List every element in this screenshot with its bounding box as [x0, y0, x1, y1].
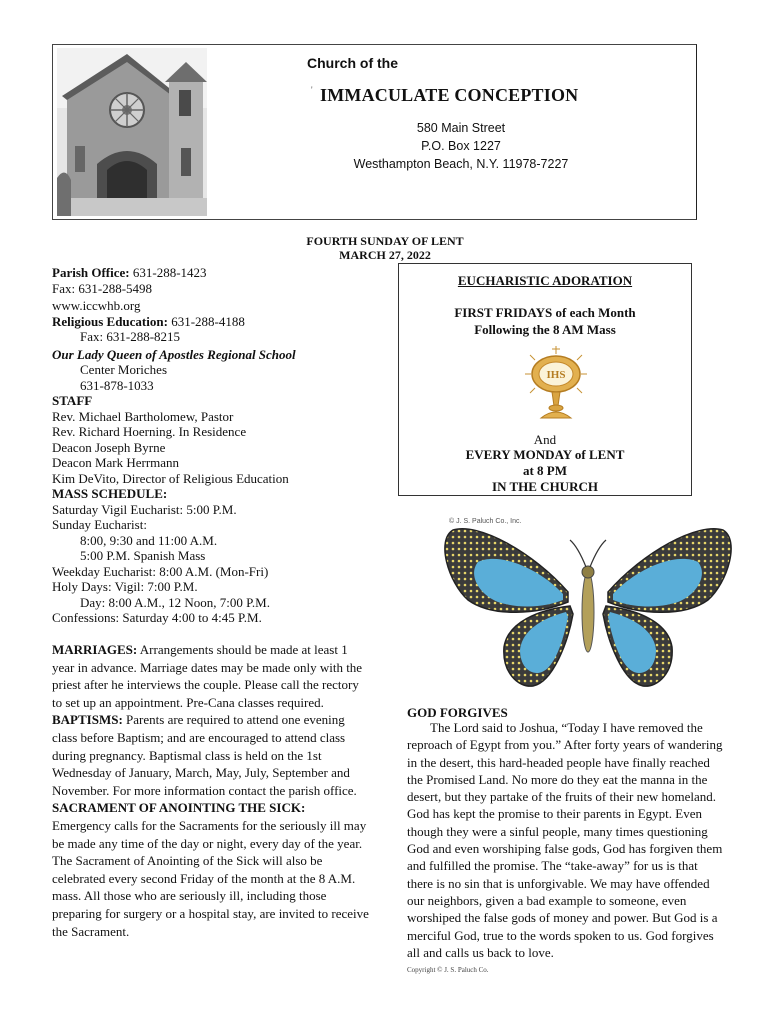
church-title: IMMACULATE CONCEPTION [320, 85, 579, 105]
parish-office-phone: 631-288-1423 [129, 265, 207, 280]
city-address: Westhampton Beach, N.Y. 11978-7227 [353, 157, 569, 171]
sunday-spanish: 5:00 P.M. Spanish Mass [80, 548, 206, 563]
marriages-text: Arrangements should be made at least 1 year in advance. Marriage dates may be made only with the priest after he interviews the couple. Please call the rectory to set up an appointment. Pre-Cana classes required. [52, 642, 363, 710]
occasion-heading: FOURTH SUNDAY OF LENT [306, 234, 464, 248]
god-forgives-title: GOD FORGIVES [407, 705, 508, 720]
marriages-label: MARRIAGES: [52, 642, 138, 657]
butterfly-illustration [438, 522, 738, 690]
god-forgives-text: The Lord said to Joshua, “Today I have removed the reproach of Egypt from you.” After forty years of wandering in the desert, this hard-headed people have finally reached the Promised Land. No more do they eat the manna in the desert, but they partake of the fruits of their new homeland. God has kept the promise to their parents in Egypt. Even though they were a sinful people, many times questioning God and even worshiping false gods, God has forgiven them and fulfilled the promise. The “take-away” for us is that there is no sin that is unforgivable. We may have offended our neighbors, given a bad example to someone, even worshiped the false gods of money and power. But God is a merciful God, true to the words spoken to us. God forgives all and calls us back to love. [407, 720, 723, 960]
adoration-mondays: EVERY MONDAY of LENT [465, 447, 625, 462]
adoration-first-fridays: FIRST FRIDAYS of each Month [454, 305, 636, 320]
adoration-box [398, 263, 692, 496]
adoration-location: IN THE CHURCH [492, 479, 598, 494]
god-forgives-body [407, 719, 725, 961]
adoration-title: EUCHARISTIC ADORATION [457, 273, 633, 288]
adoration-time: at 8 PM [522, 463, 568, 478]
staff-member: Deacon Mark Herrmann [52, 455, 180, 470]
bulletin-date: MARCH 27, 2022 [339, 248, 431, 262]
sunday-times: 8:00, 9:30 and 11:00 A.M. [80, 532, 218, 548]
church-name-prefix: Church of the [307, 55, 398, 71]
baptisms-label: BAPTISMS: [52, 712, 123, 728]
staff-member: Rev. Richard Hoerning. In Residence [52, 424, 247, 439]
baptisms-section [52, 711, 370, 799]
parish-website: www.iccwhb.org [52, 298, 141, 313]
parish-office-label: Parish Office: [52, 265, 130, 280]
holy-days-day: Day: 8:00 A.M., 12 Noon, 7:00 P.M. [80, 594, 270, 610]
adoration-after-mass: Following the 8 AM Mass [474, 322, 616, 337]
parish-info [52, 265, 362, 626]
baptisms-text: Parents are required to attend one evening class before Baptism; and are encouraged to attend class during pregnancy. Baptismal class is held on the 1st Wednesday of January, March, May, July, September and November. For more information contact the parish office. [52, 712, 357, 798]
weekday-time: Weekday Eucharist: 8:00 A.M. (Mon-Fri) [52, 563, 269, 579]
staff-member: Rev. Michael Bartholomew, Pastor [52, 408, 234, 424]
school-town: Center Moriches [80, 362, 168, 377]
staff-heading: STAFF [52, 393, 93, 408]
religious-ed-label: Religious Education: [52, 313, 168, 329]
staff-member: Kim DeVito, Director of Religious Education [52, 470, 289, 486]
parish-fax: Fax: 631-288-5498 [52, 280, 153, 296]
po-box: P.O. Box 1227 [421, 139, 501, 153]
vigil-time: Saturday Vigil Eucharist: 5:00 P.M. [52, 501, 237, 517]
adoration-and: And [533, 432, 557, 447]
religious-ed-phone: 631-288-4188 [167, 313, 245, 329]
god-forgives-copyright: Copyright © J. S. Paluch Co. [407, 966, 489, 974]
anointing-text: Emergency calls for the Sacraments for the seriously ill may be made any time of the day or night, every day of the year. The Sacrament of Anointing of the Sick will also be celebrated every second Friday of the month at the 8 A.M. mass. All those who are seriously ill, including those preparing for surgery or a hospital stay, are invited to receive the Sacrament. [52, 817, 369, 939]
monstrance-ihs: IHS [546, 369, 566, 381]
stray-mark: ' [311, 85, 313, 95]
sunday-label: Sunday Eucharist: [52, 517, 147, 532]
marriages-section [52, 641, 370, 711]
staff-member: Deacon Joseph Byrne [52, 439, 166, 455]
street-address: 580 Main Street [416, 121, 506, 135]
confessions-time: Confessions: Saturday 4:00 to 4:45 P.M. [52, 610, 262, 625]
school-name: Our Lady Queen of Apostles Regional School [52, 346, 296, 362]
sacraments-info [52, 641, 370, 940]
church-photo [57, 48, 207, 216]
school-phone: 631-878-1033 [80, 377, 154, 393]
anointing-heading: SACRAMENT OF ANOINTING THE SICK: [52, 800, 306, 816]
religious-ed-fax: Fax: 631-288-8215 [80, 329, 181, 344]
holy-days-vigil: Holy Days: Vigil: 7:00 P.M. [52, 579, 198, 594]
mass-schedule-heading: MASS SCHEDULE: [52, 486, 168, 501]
parish-office-line [52, 265, 362, 281]
religious-ed-line [52, 314, 362, 330]
monstrance-icon [525, 342, 587, 422]
butterfly-credit: © J. S. Paluch Co., Inc. [449, 518, 522, 525]
